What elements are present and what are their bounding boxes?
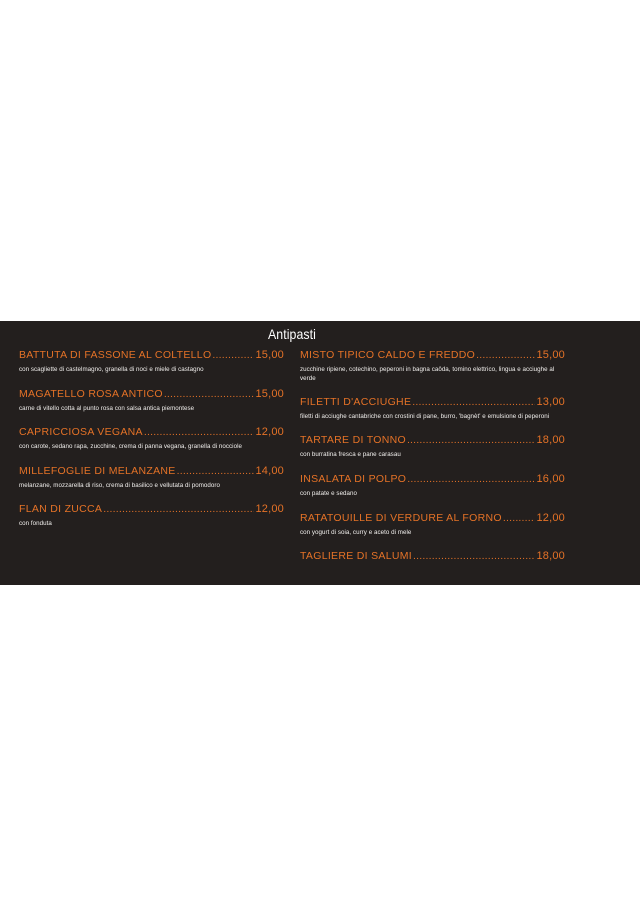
- dot-leader: [476, 349, 535, 361]
- dish-description: con burratina fresca e pane carasau: [300, 451, 401, 458]
- dish-price: 15,00: [255, 388, 284, 400]
- dish-name: MILLEFOGLIE DI MELANZANE: [19, 465, 176, 477]
- dish-description: con fonduta: [19, 520, 52, 527]
- dish-name: FLAN DI ZUCCA: [19, 503, 103, 515]
- dot-leader: [164, 388, 255, 400]
- dish-name: TAGLIERE DI SALUMI: [300, 550, 412, 562]
- menu-item: [300, 434, 565, 459]
- menu-item-header: [300, 512, 565, 526]
- dish-price: 16,00: [536, 473, 565, 485]
- menu-item: [19, 426, 284, 451]
- menu-item-header: [300, 349, 565, 363]
- dish-price: 12,00: [536, 512, 565, 524]
- menu-item-header: [300, 550, 565, 564]
- menu-item-header: [19, 503, 284, 517]
- dish-price: 18,00: [536, 434, 565, 446]
- dish-price: 15,00: [536, 349, 565, 361]
- menu-item: [300, 550, 565, 564]
- menu-item-header: [300, 473, 565, 487]
- dot-leader: [177, 465, 255, 477]
- dot-leader: [503, 512, 536, 524]
- dish-name: BATTUTA DI FASSONE AL COLTELLO: [19, 349, 212, 361]
- dish-description: con scagliette di castelmagno, granella di noci e miele di castagno: [19, 366, 204, 373]
- menu-item-header: [19, 349, 284, 363]
- dish-name: CAPRICCIOSA VEGANA: [19, 426, 143, 438]
- dish-price: 12,00: [255, 426, 284, 438]
- dish-price: 12,00: [255, 503, 284, 515]
- menu-item: [19, 349, 284, 374]
- menu-column-left: [19, 349, 284, 528]
- dish-name: INSALATA DI POLPO: [300, 473, 407, 485]
- dish-description: melanzane, mozzarella di riso, crema di basilico e vellutata di pomodoro: [19, 482, 221, 489]
- dish-description: filetti di acciughe cantabriche con crostini di pane, burro, 'bagnèt' e emulsione di peperoni: [300, 413, 550, 420]
- dish-name: FILETTI D'ACCIUGHE: [300, 396, 412, 408]
- menu-panel: [0, 321, 640, 585]
- dot-leader: [413, 550, 535, 562]
- dish-description: con yogurt di soia, curry e aceto di mele: [300, 529, 412, 536]
- menu-item: [19, 465, 284, 490]
- dish-description: con patate e sedano: [300, 490, 358, 497]
- menu-item-header: [19, 388, 284, 402]
- dish-price: 14,00: [255, 465, 284, 477]
- dish-name: MAGATELLO ROSA ANTICO: [19, 388, 163, 400]
- dish-name: MISTO TIPICO CALDO E FREDDO: [300, 349, 476, 361]
- dot-leader: [144, 426, 255, 438]
- dot-leader: [103, 503, 254, 515]
- dot-leader: [407, 473, 535, 485]
- menu-item: [300, 473, 565, 498]
- section-title: Antipasti: [267, 326, 317, 342]
- menu-item: [300, 396, 565, 421]
- dish-description: con carote, sedano rapa, zucchine, crema di panna vegana, granella di nocciole: [19, 443, 243, 450]
- menu-item-header: [300, 396, 565, 410]
- dish-description: zucchine ripiene, cotechino, peperoni in bagna caôda, tomino elettrico, lingua e acciughe al verde: [300, 366, 555, 382]
- dish-price: 18,00: [536, 550, 565, 562]
- menu-item-header: [19, 426, 284, 440]
- menu-item-header: [300, 434, 565, 448]
- dot-leader: [212, 349, 254, 361]
- dish-name: TARTARE DI TONNO: [300, 434, 406, 446]
- dish-price: 15,00: [255, 349, 284, 361]
- menu-item: [300, 512, 565, 537]
- menu-item: [19, 503, 284, 528]
- menu-item: [300, 349, 565, 383]
- menu-item: [19, 388, 284, 413]
- dot-leader: [407, 434, 536, 446]
- dot-leader: [412, 396, 535, 408]
- menu-item-header: [19, 465, 284, 479]
- menu-column-right: [300, 349, 565, 564]
- dish-name: RATATOUILLE DI VERDURE AL FORNO: [300, 512, 502, 524]
- dish-description: carne di vitello cotta al punto rosa con salsa antica piemontese: [19, 405, 195, 412]
- dish-price: 13,00: [536, 396, 565, 408]
